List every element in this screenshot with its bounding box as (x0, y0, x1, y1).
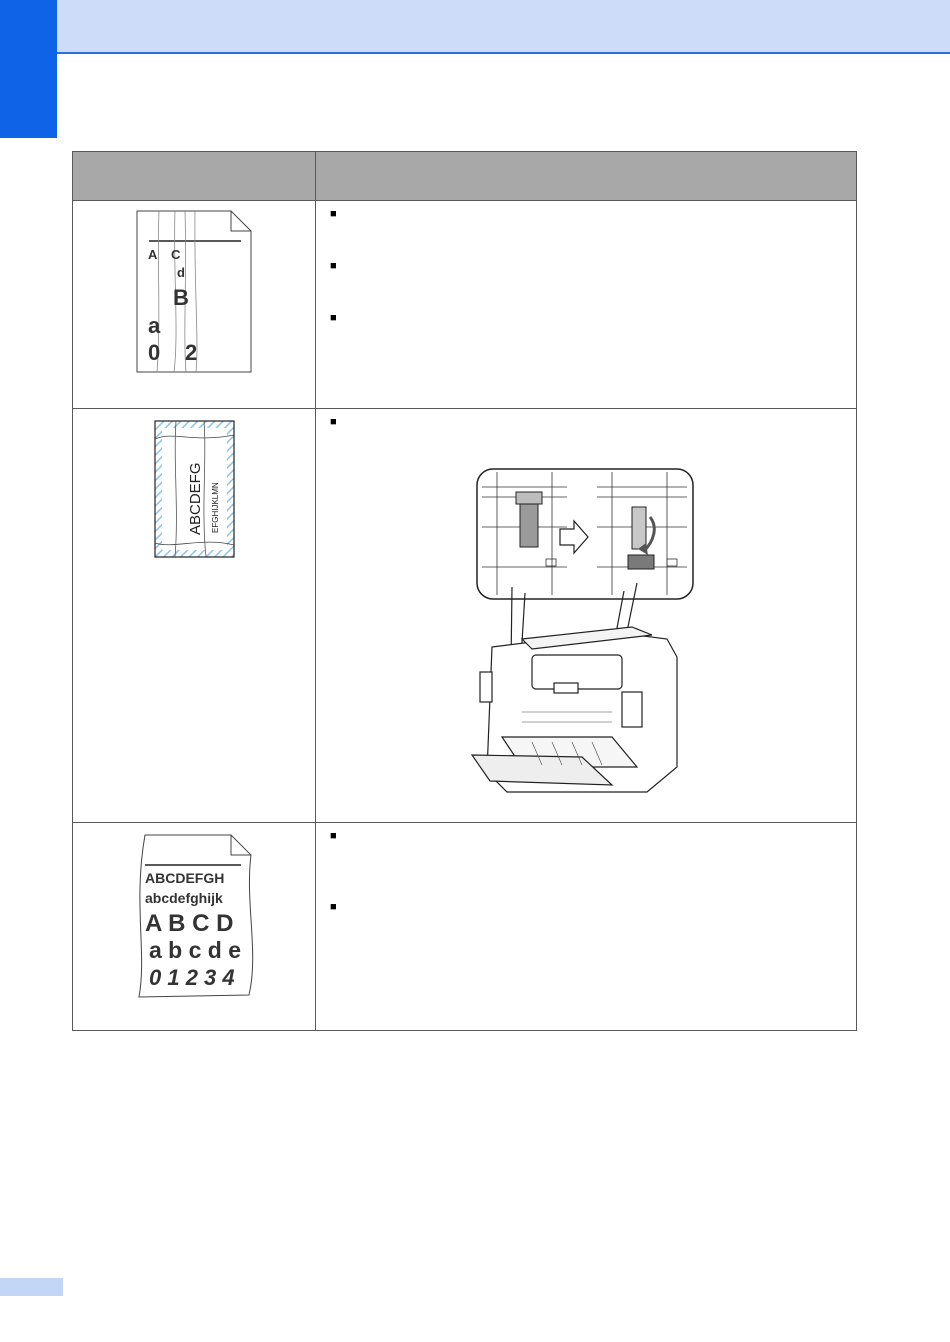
header-cell-examples (73, 152, 316, 201)
sample-letter: 2 (185, 340, 198, 365)
bullet-item (330, 829, 856, 900)
sample-line: abcdefghijk (145, 890, 223, 906)
printer-envelope-lever-illustration (462, 467, 694, 817)
bullet-item (330, 415, 856, 429)
bullet-item (330, 207, 856, 259)
page-header-band (57, 0, 950, 54)
sample-letter: A (148, 247, 158, 262)
table-row (73, 823, 857, 1031)
table-header-row (73, 152, 857, 201)
sample-line: ABCDEFGH (145, 870, 225, 886)
bullet-item (330, 311, 856, 363)
troubleshooting-table (72, 151, 857, 1031)
bullet-icon: ■ (330, 901, 337, 913)
sample-text-large: ABCDEFG (187, 462, 204, 535)
table-row (73, 201, 857, 409)
sample-image-cell (73, 823, 316, 1031)
bullet-item (330, 900, 856, 952)
recommendation-cell (316, 409, 857, 823)
recommendation-cell (316, 201, 857, 409)
bullet-icon: ■ (330, 830, 337, 842)
bullet-icon: ■ (330, 312, 337, 324)
sample-letter: C (171, 247, 181, 262)
bullet-icon: ■ (330, 260, 337, 272)
sample-line: 0 1 2 3 4 (149, 965, 235, 990)
chapter-tab (0, 0, 57, 138)
bullet-icon: ■ (330, 208, 337, 220)
page-number-tab (0, 1278, 63, 1296)
sample-text-small: EFGHIJKLMN (211, 482, 220, 533)
sample-image-cell (73, 201, 316, 409)
curled-paper-sample (73, 823, 316, 1013)
wrinkled-envelope-sample (73, 409, 316, 569)
sample-letter: a (148, 313, 161, 338)
table-row (73, 409, 857, 823)
sample-line: A B C D (145, 910, 234, 937)
bullet-item (330, 259, 856, 311)
sample-letter: d (177, 265, 185, 280)
sample-line: a b c d e (149, 937, 242, 963)
header-cell-recommendation (316, 152, 857, 201)
sample-image-cell (73, 409, 316, 823)
sample-letter: 0 (148, 340, 161, 365)
bullet-icon: ■ (330, 416, 337, 428)
recommendation-cell (316, 823, 857, 1031)
sample-letter: B (173, 285, 189, 310)
streaked-print-sample (73, 201, 316, 408)
